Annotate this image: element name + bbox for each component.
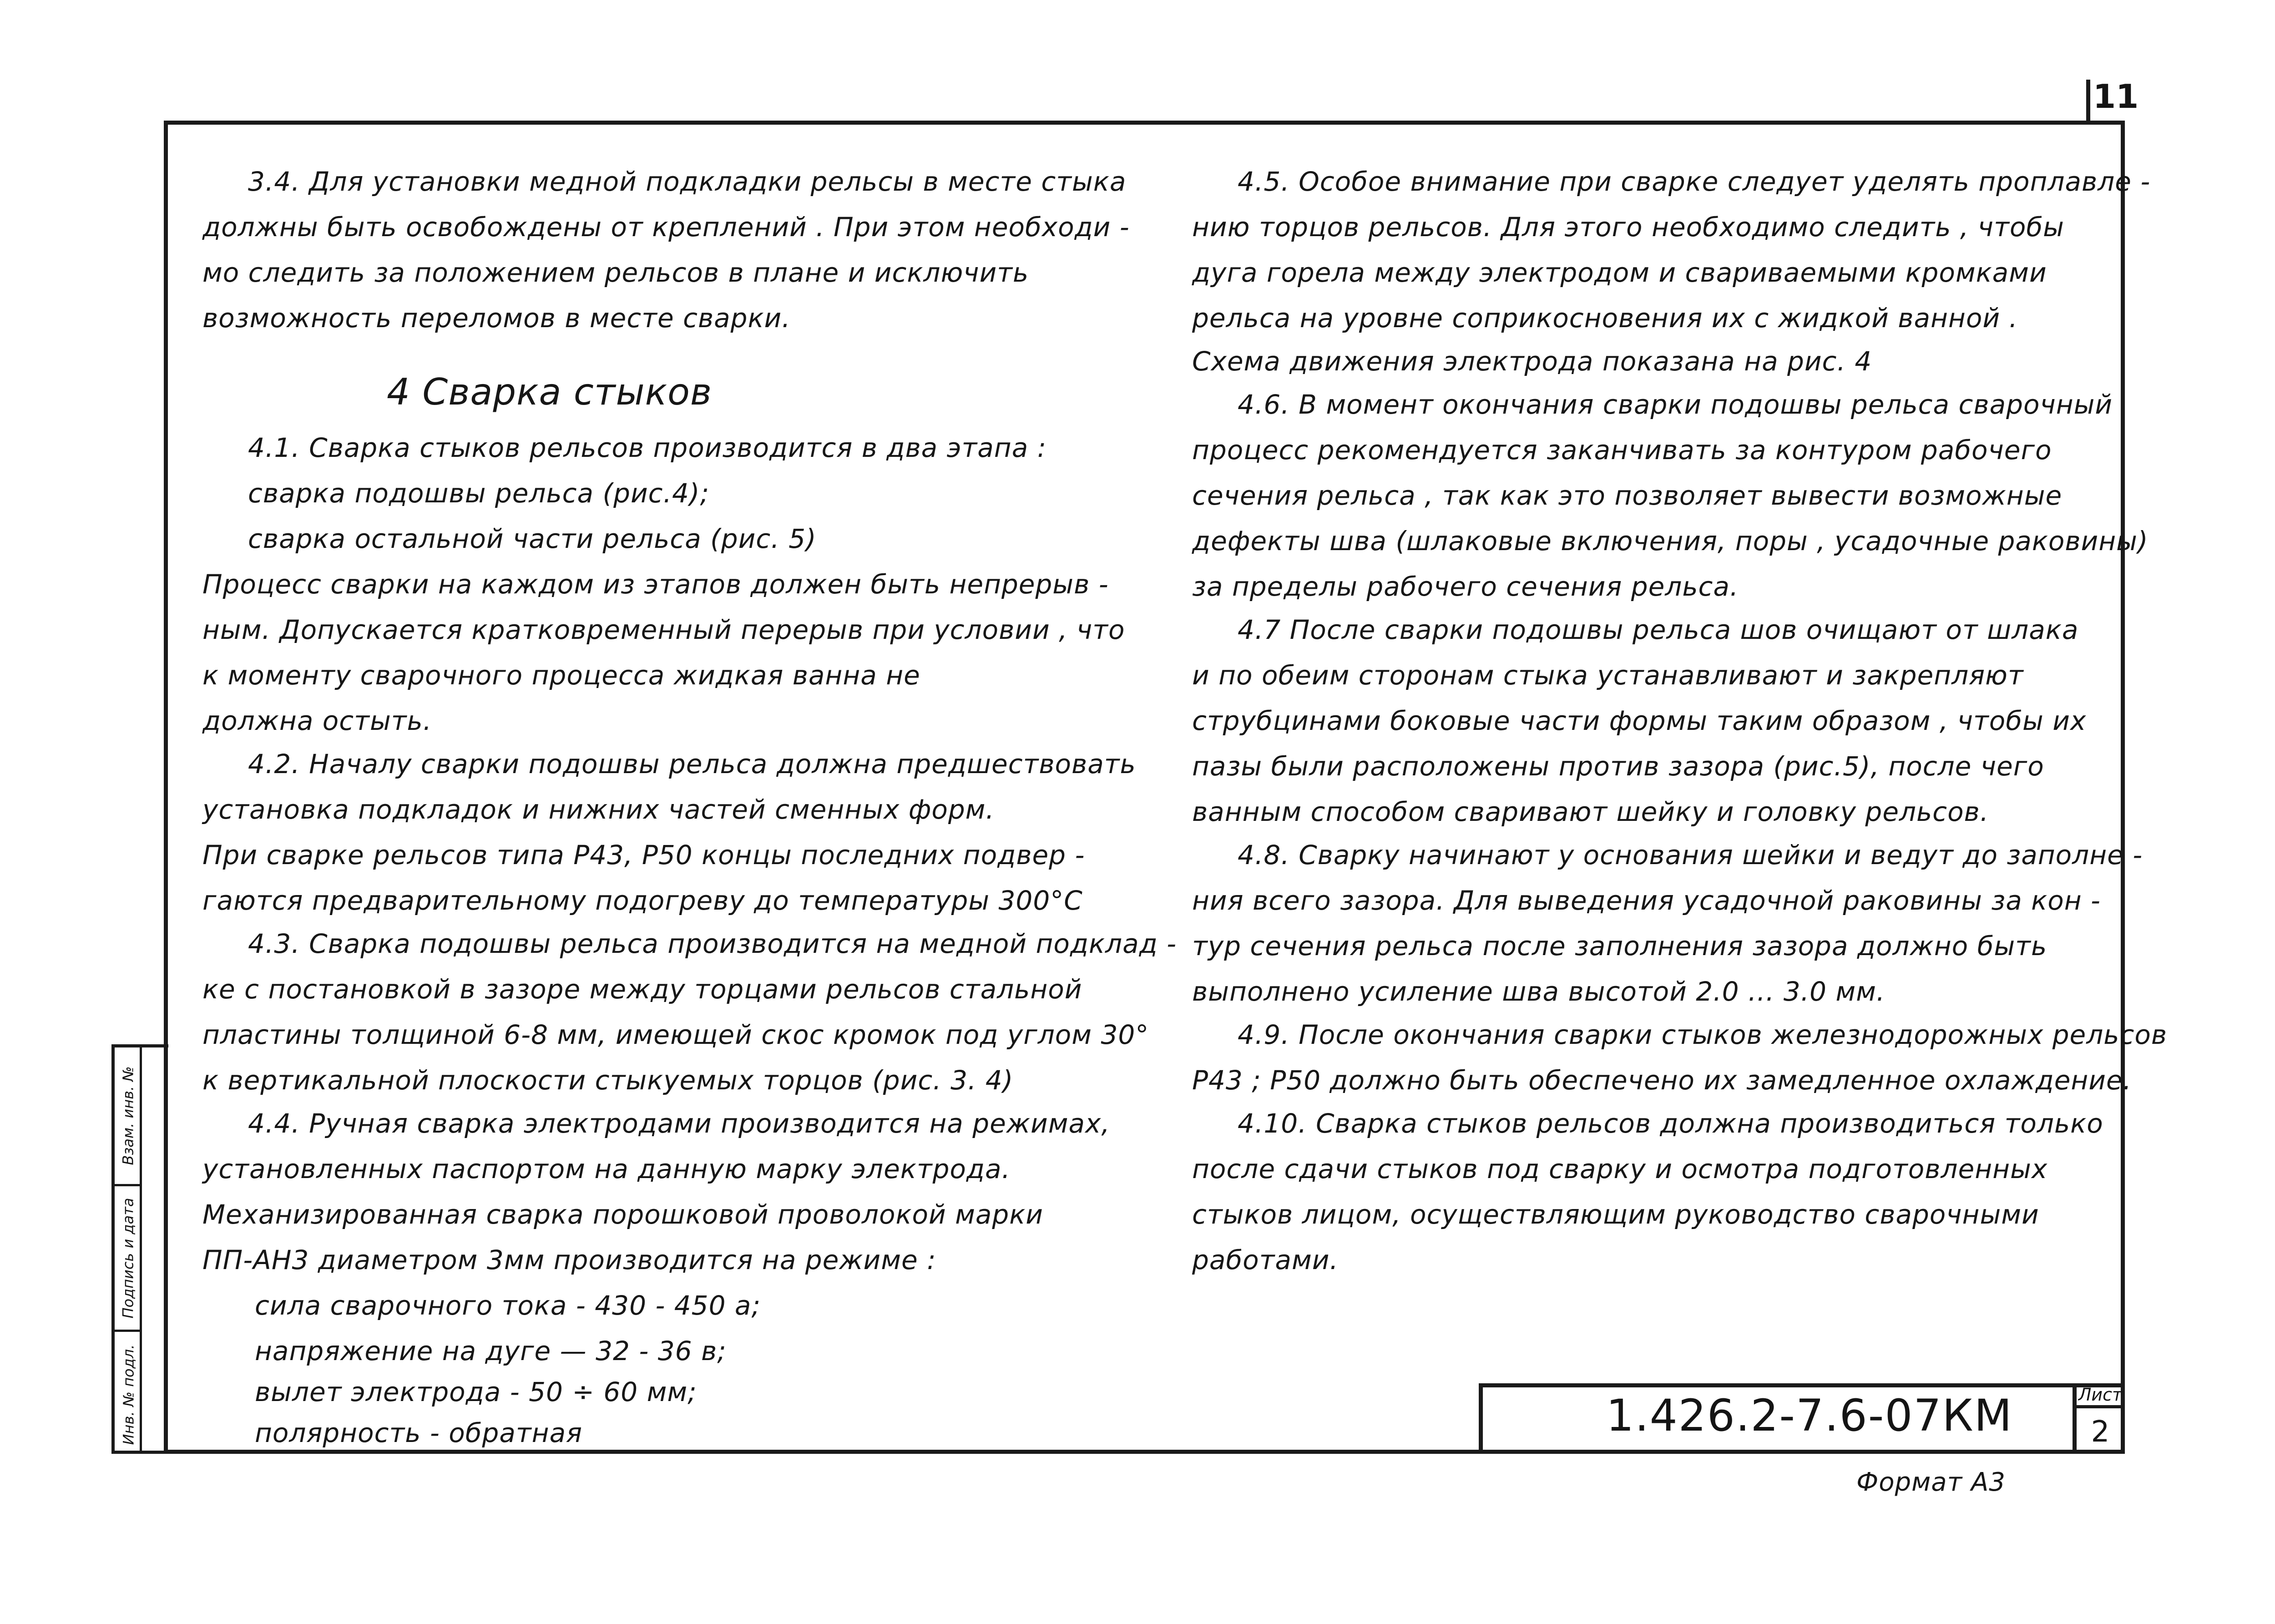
text-line: 4.2. Началу сварки подошвы рельса должна предшествовать [248, 749, 1136, 779]
document-code: 1.426.2-7.6-07КМ [1606, 1390, 2013, 1441]
page-number-mark [2086, 80, 2090, 123]
text-line: установленных паспортом на данную марку электрода. [202, 1153, 1011, 1184]
text-line: рельса на уровне соприкосновения их с жидкой ванной . [1192, 303, 2018, 334]
text-line: 4.9. После окончания сварки стыков железнодорожных рельсов [1238, 1019, 2168, 1050]
text-line: Процесс сварки на каждом из этапов должен быть непрерыв - [202, 569, 1109, 600]
text-line: полярность - обратная [255, 1417, 583, 1448]
text-line: 4.6. В момент окончания сварки подошвы рельса сварочный [1238, 389, 2113, 420]
text-line: 4.3. Сварка подошвы рельса производится на медной подклад - [248, 928, 1177, 959]
text-line: и по обеим сторонам стыка устанавливают и закрепляют [1192, 660, 2024, 691]
text-line: 4.1. Сварка стыков рельсов производится в два этапа : [248, 432, 1047, 463]
text-line: установка подкладок и нижних частей сменных форм. [202, 794, 995, 825]
text-line: тур сечения рельса после заполнения зазора должно быть [1192, 931, 2048, 961]
text-line: сила сварочного тока - 430 - 450 а; [255, 1290, 761, 1321]
sheet-number: 2 [2091, 1415, 2110, 1449]
text-line: При сварке рельсов типа Р43, Р50 концы последних подвер - [202, 840, 1085, 870]
text-line: ПП-АН3 диаметром 3мм производится на режиме : [202, 1245, 936, 1275]
text-line: дуга горела между электродом и свариваемыми кромками [1192, 257, 2047, 288]
text-line: к моменту сварочного процесса жидкая ванна не [202, 660, 920, 691]
text-line: 4.5. Особое внимание при сварке следует уделять проплавле - [1238, 166, 2151, 197]
text-line: 4.10. Сварка стыков рельсов должна производиться только [1238, 1108, 2103, 1139]
text-line: должны быть освобождены от креплений . При этом необходи - [202, 212, 1130, 243]
text-line: ванным способом сваривают шейку и головку рельсов. [1192, 796, 1989, 827]
text-line: 4.8. Сварку начинают у основания шейки и ведут до заполне - [1238, 840, 2143, 870]
text-line: напряжение на дуге — 32 - 36 в; [255, 1336, 727, 1366]
text-line: процесс рекомендуется заканчивать за контуром рабочего [1192, 435, 2052, 465]
binding-strip [111, 1044, 168, 1454]
text-line: струбцинами боковые части формы таким образом , чтобы их [1192, 705, 2087, 736]
text-line: 4.7 После сварки подошвы рельса шов очищают от шлака [1238, 614, 2079, 645]
text-line: выполнено усиление шва высотой 2.0 ... 3.0 мм. [1192, 976, 1886, 1007]
text-line: сварка остальной части рельса (рис. 5) [248, 523, 817, 554]
text-line: за пределы рабочего сечения рельса. [1192, 571, 1739, 602]
text-line: ным. Допускается кратковременный перерыв при условии , что [202, 614, 1125, 645]
text-line: пластины толщиной 6-8 мм, имеющей скос кромок под углом 30° [202, 1019, 1149, 1050]
strip-label-signature-date: Подпись и дата [120, 1197, 137, 1319]
strip-cell-2 [115, 1184, 142, 1330]
strip-cell-1 [115, 1047, 142, 1184]
text-line: после сдачи стыков под сварку и осмотра подготовленных [1192, 1153, 2048, 1184]
text-line: сечения рельса , так как это позволяет вывести возможные [1192, 480, 2063, 511]
text-line: 3.4. Для установки медной подкладки рельсы в месте стыка [248, 166, 1127, 197]
text-line: пазы были расположены против зазора (рис.5), после чего [1192, 751, 2044, 782]
text-line: ке с постановкой в зазоре между торцами рельсов стальной [202, 974, 1082, 1005]
text-line: ния всего зазора. Для выведения усадочной раковины за кон - [1192, 885, 2101, 916]
text-line: возможность переломов в месте сварки. [202, 303, 791, 334]
strip-cell-3 [115, 1330, 142, 1457]
page-number: 11 [2093, 77, 2139, 116]
text-line: нию торцов рельсов. Для этого необходимо следить , чтобы [1192, 212, 2064, 243]
strip-label-inv-podl: Взам. инв. № [120, 1066, 137, 1165]
sheet-label: Лист [2076, 1383, 2125, 1408]
text-line: Р43 ; Р50 должно быть обеспечено их замедленное охлаждение. [1192, 1065, 2132, 1096]
text-line: Механизированная сварка порошковой проволокой марки [202, 1199, 1043, 1230]
text-line: дефекты шва (шлаковые включения, поры , усадочные раковины) [1192, 526, 2149, 557]
section-heading: 4 Сварка стыков [387, 371, 713, 413]
text-line: Схема движения электрода показана на рис. 4 [1192, 346, 1872, 377]
text-line: гаются предварительному подогреву до температуры 300°С [202, 885, 1083, 916]
text-line: мо следить за положением рельсов в плане и исключить [202, 257, 1029, 288]
text-line: к вертикальной плоскости стыкуемых торцов (рис. 3. 4) [202, 1065, 1014, 1096]
strip-label-zam-inv: Инв. № подл. [120, 1344, 137, 1445]
text-line: сварка подошвы рельса (рис.4); [248, 478, 710, 509]
text-line: 4.4. Ручная сварка электродами производится на режимах, [248, 1108, 1110, 1139]
text-line: должна остыть. [202, 705, 432, 736]
text-line: работами. [1192, 1245, 1339, 1275]
text-line: вылет электрода - 50 ÷ 60 мм; [255, 1376, 697, 1407]
format-label: Формат А3 [1856, 1467, 2006, 1497]
text-line: стыков лицом, осуществляющим руководство сварочными [1192, 1199, 2039, 1230]
